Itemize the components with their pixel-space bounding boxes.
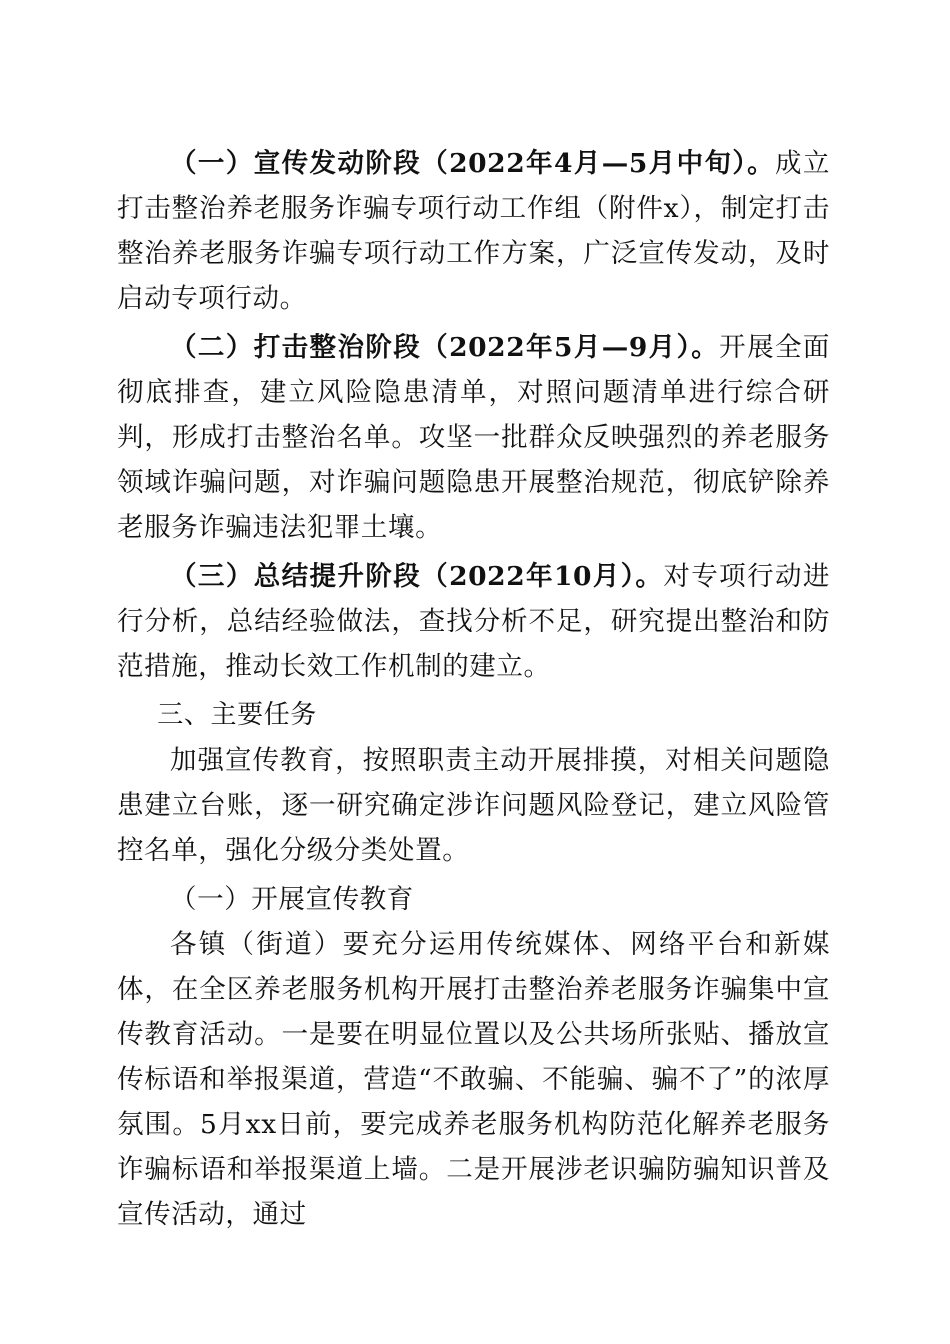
section-heading: 三、主要任务 — [157, 700, 317, 730]
final-paragraph: 各镇（街道）要充分运用传统媒体、网络平台和新媒体，在全区养老服务机构开展打击整治养老服务诈骗集中宣传教育活动。一是要在明显位置以及公共场所张贴、播放宣传标语和举报渠道，营造“不敢骗、不能骗、骗不了”的浓厚氛围。5月xx日前，要完成养老服务机构防范化解养老服务诈骗标语和举报渠道上墙。二是开展涉老识骗防骗知识普及宣传活动，通过 — [117, 929, 830, 1230]
phase-two-paragraph — [117, 325, 830, 550]
phase-one-paragraph — [117, 141, 830, 321]
document-body — [117, 141, 830, 1237]
phase-three-body: 对专项行动进行分析，总结经验做法，查找分析不足，研究提出整治和防范措施，推动长效工作机制的建立。 — [117, 561, 830, 682]
phase-one-body: 成立打击整治养老服务诈骗专项行动工作组（附件x），制定打击整治养老服务诈骗专项行动工作方案，广泛宣传发动，及时启动专项行动。 — [117, 148, 830, 314]
subheading: （一）开展宣传教育 — [170, 884, 414, 915]
phase-one-lead: （一）宣传发动阶段（2022年4月—5月中旬）。 — [170, 148, 775, 179]
phase-three-paragraph — [117, 554, 830, 689]
phase-two-body: 开展全面彻底排查，建立风险隐患清单，对照问题清单进行综合研判，形成打击整治名单。攻坚一批群众反映强烈的养老服务领域诈骗问题，对诈骗问题隐患开展整治规范，彻底铲除养老服务诈骗违法犯罪土壤。 — [117, 332, 830, 543]
intro-paragraph: 加强宣传教育，按照职责主动开展排摸，对相关问题隐患建立台账，逐一研究确定涉诈问题风险登记，建立风险管控名单，强化分级分类处置。 — [117, 745, 830, 866]
phase-three-lead: （三）总结提升阶段（2022年10月）。 — [170, 561, 664, 592]
phase-two-lead: （二）打击整治阶段（2022年5月—9月）。 — [170, 332, 720, 363]
